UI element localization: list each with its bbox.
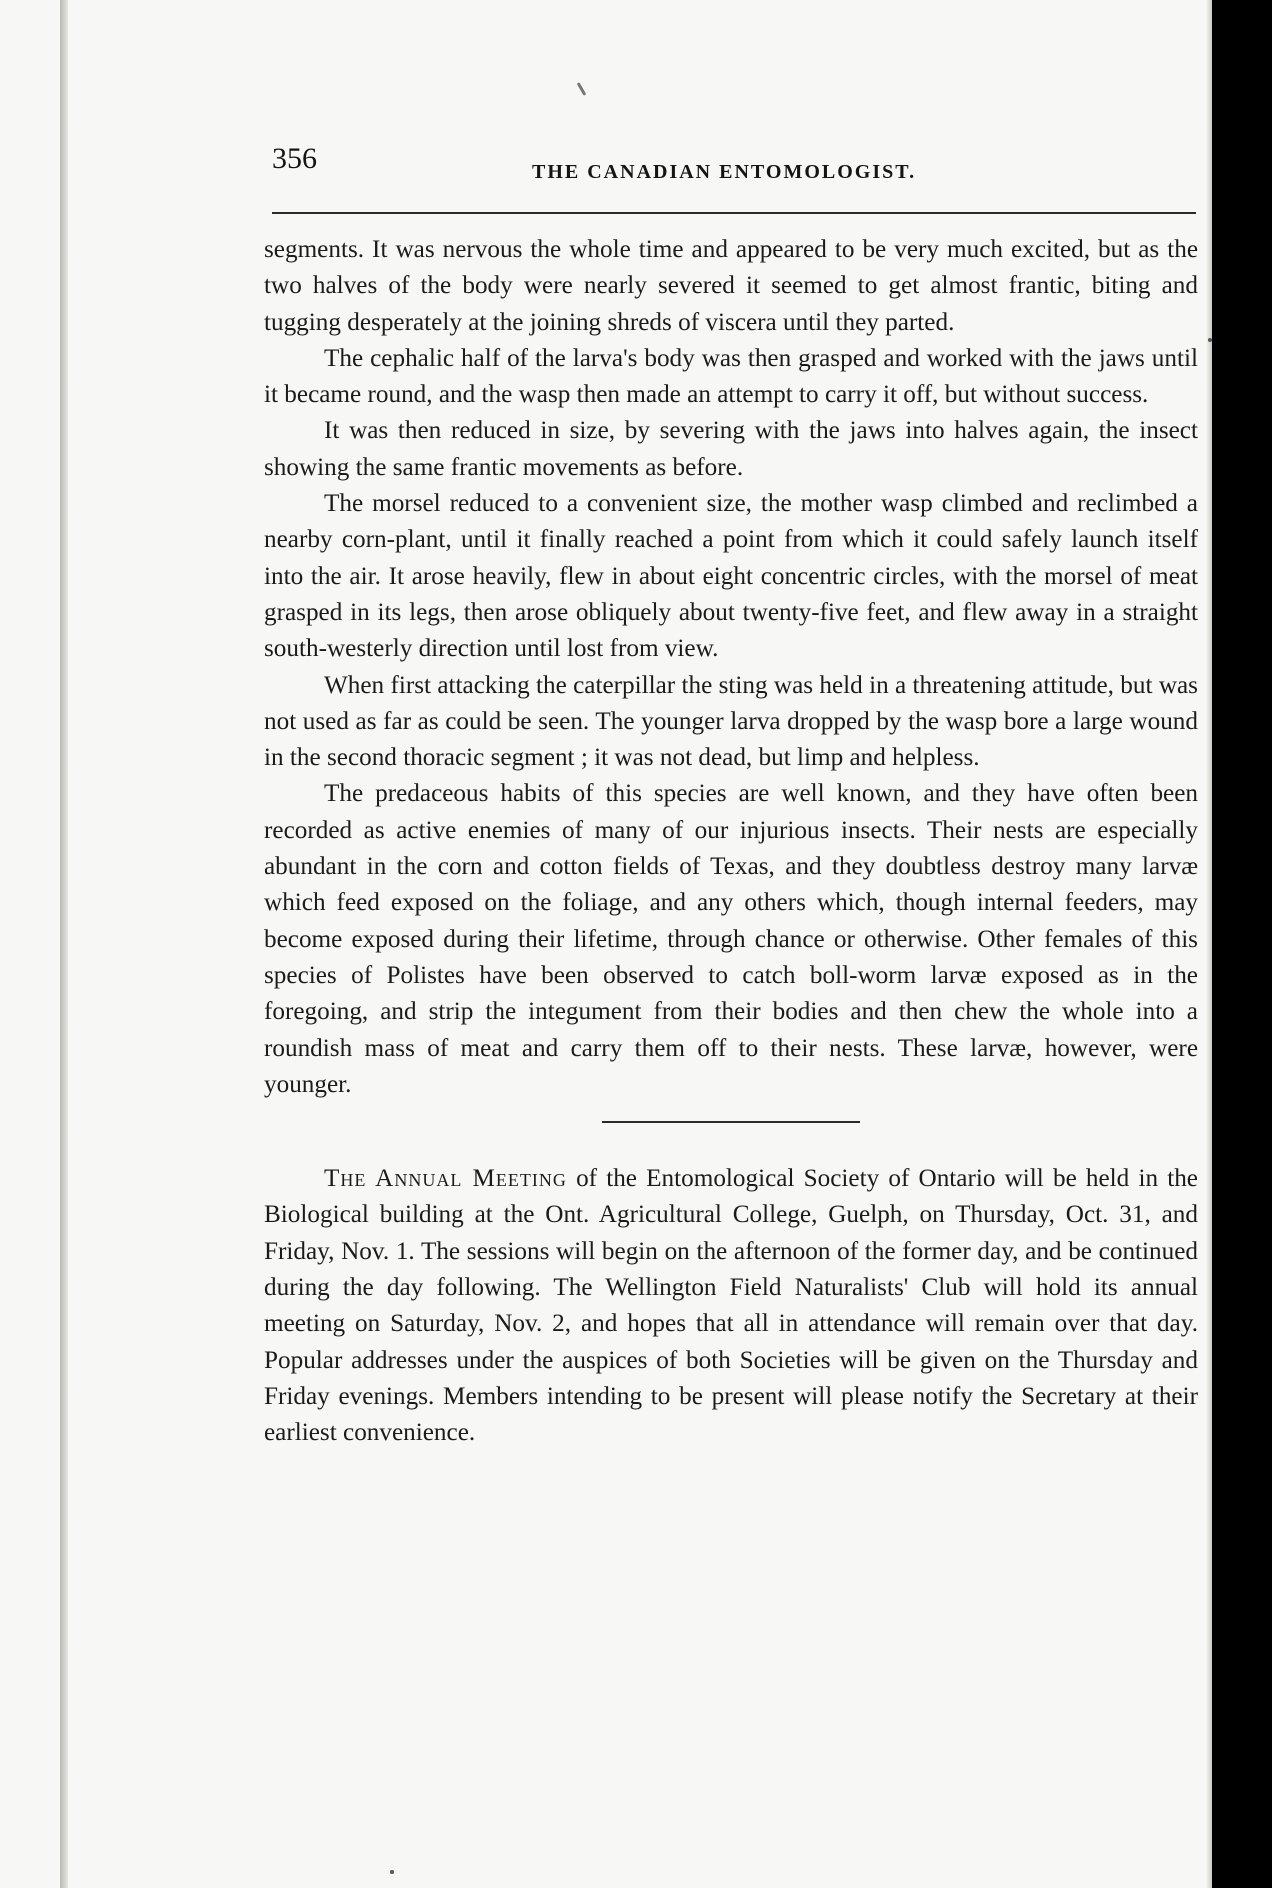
section-separator — [602, 1121, 860, 1123]
paragraph-5: When first attacking the caterpillar the sting was held in a threatening attitude, but was not used as far as could be seen. The younger larva dropped by the wasp bore a large wound in the second thoracic segment ; it was not dead, but limp and helpless. — [264, 671, 1198, 772]
article-body — [264, 232, 1198, 1452]
notice-text: of the Entomological Society of Ontario will be held in the Biological building at the Ont. Agricultural College, Guelph, on Thursday, Oct. 31, and Friday, Nov. 1. The sessions will begin on the afternoon of the former day, and be continued during the day following. The Wellington Field Naturalists' Club will hold its annual meeting on Saturday, Nov. 2, and hopes that all in attendance will remain over that day. Popular addresses under the auspices of both Societies will be given on the Thursday and Friday evenings. Members intending to be present will please notify the Secretary at their earliest convenience. — [264, 1165, 1198, 1447]
paragraph-6: The predaceous habits of this species are well known, and they have often been recorded as active enemies of many of our injurious insects. Their nests are especially abundant in the corn and cotton fields of Texas, and they doubtless destroy many larvæ which feed exposed on the foliage, and any others which, though internal feeders, may become exposed during their lifetime, through chance or otherwise. Other females of this species of Polistes have been observed to catch boll-worm larvæ exposed as in the foregoing, and strip the integument from their bodies and then chew the whole into a roundish mass of meat and carry them off to their nests. These larvæ, however, were younger. — [264, 780, 1198, 1098]
paragraph-2: The cephalic half of the larva's body was then grasped and worked with the jaws until it became round, and the wasp then made an attempt to carry it off, but without success. — [264, 344, 1198, 409]
header-rule — [272, 212, 1196, 214]
scan-speck — [577, 82, 587, 96]
scan-speck — [390, 1870, 394, 1874]
page-binding-edge — [60, 0, 68, 1888]
running-head: THE CANADIAN ENTOMOLOGIST. — [532, 161, 917, 183]
paragraph-4: The morsel reduced to a convenient size, the mother wasp climbed and reclimbed a nearby corn-plant, until it finally reached a point from which it could safely launch itself into the air. It arose heavily, flew in about eight concentric circles, with the morsel of meat grasped in its legs, then arose obliquely about twenty-five feet, and flew away in a straight south-westerly direction until lost from view. — [264, 490, 1198, 663]
annual-meeting-notice — [264, 1161, 1198, 1451]
scan-speck — [1208, 338, 1212, 342]
notice-lead: The Annual Meeting — [324, 1165, 567, 1193]
paragraph-1: segments. It was nervous the whole time and appeared to be very much excited, but as the two halves of the body were nearly severed it seemed to get almost frantic, biting and tugging desperately at the joining shreds of viscera until they parted. — [264, 236, 1198, 336]
page-header — [272, 142, 1196, 182]
page-number: 356 — [272, 142, 317, 175]
paragraph-3: It was then reduced in size, by severing with the jaws into halves again, the insect showing the same frantic movements as before. — [264, 417, 1198, 481]
page-right-edge — [1206, 0, 1212, 1888]
